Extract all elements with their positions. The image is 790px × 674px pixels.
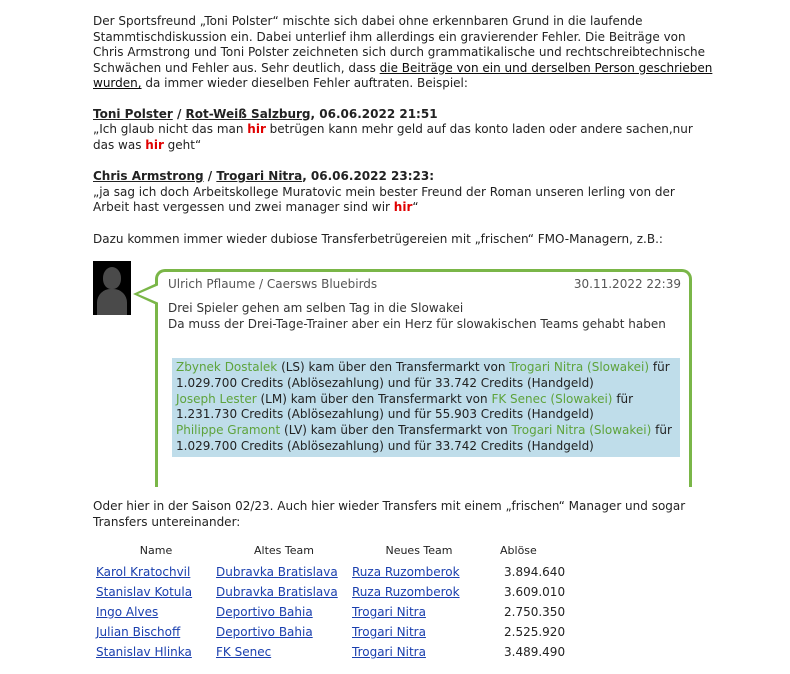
highlight-word: hir [393, 200, 413, 214]
intro-link[interactable]: die Beiträge von ein und derselben Person geschrieben wurden, [93, 60, 713, 90]
table-row [96, 562, 580, 582]
table-header-row [96, 544, 580, 562]
table-row [96, 602, 580, 622]
post-datetime: , 06.06.2022 23:23: [302, 169, 435, 183]
new-team-link[interactable]: Trogari Nitra [352, 605, 426, 619]
player-link[interactable]: Zbynek Dostalek [176, 360, 278, 374]
old-team-link[interactable]: Deportivo Bahia [216, 625, 313, 639]
post-datetime: , 06.06.2022 21:51 [310, 106, 438, 121]
player-link[interactable]: Stanislav Kotula [96, 585, 193, 599]
fee-value: 3.894.640 [504, 565, 566, 579]
post-user-link[interactable]: Chris Armstrong [93, 169, 204, 183]
article-body [93, 14, 713, 247]
club-link[interactable]: FK Senec (Slowakei) [491, 391, 613, 406]
player-link[interactable]: Karol Kratochvil [96, 565, 191, 579]
highlight-word: hir [145, 137, 164, 152]
quoted-post-chris [93, 169, 713, 216]
transfer-list [172, 358, 680, 457]
post-team-link[interactable]: Trogari Nitra [216, 169, 303, 183]
intro-text-end: da immer wieder dieselben Fehler auftraten. Beispiel: [141, 76, 468, 90]
post-header: Chris Armstrong / Trogari Nitra, 06.06.2022 23:23: [93, 169, 435, 183]
col-header-name: Name [139, 544, 173, 557]
avatar [93, 261, 131, 315]
new-team-link[interactable]: Ruza Ruzomberok [352, 585, 460, 599]
intro-text: Der Sportsfreund „Toni Polster“ mischte sich dabei ohne erkennbaren Grund in die laufende Stammtischdiskussion ein. Dabei unterlief ihm allerdings ein gravierender Fehler. Die Beiträge von Chris Armstrong und Toni Polster zeichneten sich durch grammatikalische und rechtschreibtechnische Schwächen und Fehler aus. Sehr deutlich, dass [93, 14, 705, 75]
post-team-link[interactable]: Rot-Weiß Salzburg [185, 106, 311, 121]
post-user-link[interactable]: Toni Polster [93, 106, 173, 121]
player-link[interactable]: Julian Bischoff [96, 625, 181, 639]
player-link[interactable]: Stanislav Hlinka [96, 645, 192, 659]
col-header-fee: Ablöse [500, 544, 537, 557]
fee-value: 2.525.920 [504, 625, 566, 639]
forum-meta [168, 277, 681, 291]
forum-bubble [155, 269, 692, 487]
player-link[interactable]: Joseph Lester [176, 391, 257, 406]
old-team-link[interactable]: Dubravka Bratislava [216, 565, 338, 579]
new-team-link[interactable]: Trogari Nitra [352, 645, 426, 659]
season-text: Oder hier in der Saison 02/23. Auch hier wieder Transfers mit einem „frischen“ Manager und sogar Transfers untereinander: [93, 499, 686, 529]
forum-author[interactable]: Ulrich Pflaume / Caersws Bluebirds [168, 277, 378, 291]
forum-post [93, 256, 693, 484]
player-link[interactable]: Philippe Gramont [176, 423, 281, 438]
post-quote: „ja sag ich doch Arbeitskollege Muratovic mein bester Freund der Roman unseren lerling von der Arbeit hast vergessen und zwei manager sind wir hir“ [93, 184, 675, 214]
lead-text: Dazu kommen immer wieder dubiose Transferbetrügereien mit „frischen“ FMO-Managern, z.B.: [93, 231, 663, 246]
fee-value: 3.489.490 [504, 645, 566, 659]
old-team-link[interactable]: FK Senec [216, 645, 272, 659]
transfer-table [96, 544, 580, 662]
new-team-link[interactable]: Trogari Nitra [352, 625, 426, 639]
transfer-entry: Joseph Lester (LM) kam über den Transfermarkt von FK Senec (Slowakei) für 1.231.730 Credits (Ablösezahlung) und für 55.903 Credits (Handgeld) [176, 391, 634, 422]
club-link[interactable]: Trogari Nitra (Slowakei) [509, 360, 650, 374]
new-team-link[interactable]: Ruza Ruzomberok [352, 565, 460, 579]
transfer-entry: Philippe Gramont (LV) kam über den Transfermarkt von Trogari Nitra (Slowakei) für 1.029.700 Credits (Ablösezahlung) und für 33.742 Credits (Handgeld) [176, 423, 672, 453]
old-team-link[interactable]: Dubravka Bratislava [216, 585, 338, 599]
forum-message: Drei Spieler gehen am selben Tag in die Slowakei Da muss der Drei-Tage-Trainer aber ein Herz für slowakischen Teams gehabt haben [168, 301, 666, 331]
highlight-word: hir [247, 122, 266, 136]
fee-value: 3.609.010 [504, 585, 566, 599]
player-link[interactable]: Ingo Alves [96, 605, 159, 619]
intro-paragraph [93, 14, 713, 92]
table-row [96, 582, 580, 602]
fee-value: 2.750.350 [504, 605, 566, 619]
post-header: Toni Polster / Rot-Weiß Salzburg, 06.06.2022 21:51 [93, 106, 438, 121]
col-header-old-team: Altes Team [254, 544, 314, 557]
old-team-link[interactable]: Deportivo Bahia [216, 605, 313, 619]
quoted-post-toni [93, 107, 713, 154]
forum-date: 30.11.2022 22:39 [573, 277, 681, 291]
transfer-entry: Zbynek Dostalek (LS) kam über den Transfermarkt von Trogari Nitra (Slowakei) für 1.029.700 Credits (Ablösezahlung) und für 33.742 Credits (Handgeld) [176, 360, 670, 390]
post-quote: „Ich glaub nicht das man hir betrügen kann mehr geld auf das konto laden oder andere sachen,nur das was hir geht“ [93, 122, 693, 152]
table-row [96, 642, 580, 662]
club-link[interactable]: Trogari Nitra (Slowakei) [511, 423, 652, 438]
col-header-new-team: Neues Team [385, 544, 453, 557]
table-row [96, 622, 580, 642]
